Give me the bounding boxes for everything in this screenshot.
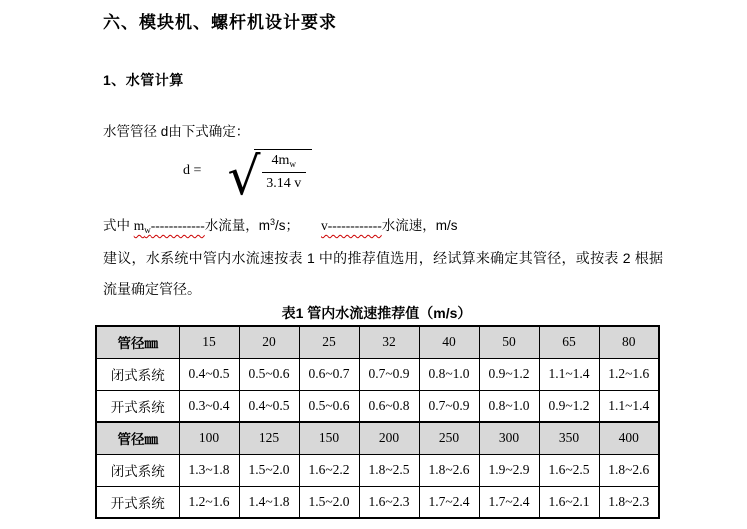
value-cell: 15: [179, 326, 239, 358]
row-label-cell: 闭式系统: [96, 358, 179, 390]
value-cell: 1.7~2.4: [419, 486, 479, 518]
table-header-row: [96, 422, 659, 454]
value-cell: 0.5~0.6: [299, 390, 359, 422]
variable-mw: $m_w------------$: [133, 218, 205, 235]
value-cell: 1.8~2.5: [359, 454, 419, 486]
value-cell: 1.8~2.6: [419, 454, 479, 486]
value-cell: 40: [419, 326, 479, 358]
value-cell: 1.1~1.4: [599, 390, 659, 422]
table-row: [96, 486, 659, 518]
value-cell: 32: [359, 326, 419, 358]
value-cell: 1.6~2.3: [359, 486, 419, 518]
fraction-denominator: 3.14 v: [266, 176, 302, 192]
row-label-cell: 闭式系统: [96, 454, 179, 486]
formula-lhs: d =: [183, 163, 202, 179]
value-cell: 0.7~0.9: [359, 358, 419, 390]
subscript-w: w: [289, 159, 296, 170]
value-cell: 0.8~1.0: [419, 358, 479, 390]
intro-text: 水管管径 d由下式确定：: [103, 124, 250, 139]
value-cell: 0.3~0.4: [179, 390, 239, 422]
formula-legend: [103, 214, 457, 235]
value-cell: 0.5~0.6: [239, 358, 299, 390]
value-cell: 1.7~2.4: [479, 486, 539, 518]
value-cell: 1.6~2.5: [539, 454, 599, 486]
value-cell: 0.6~0.8: [359, 390, 419, 422]
recommendation-paragraph: 建议，水系统中管内水流速按表 1 中的推荐值选用，经试算来确定其管径，或按表 2 根据流量确定管径。: [103, 250, 663, 297]
value-cell: 400: [599, 422, 659, 454]
value-cell: 20: [239, 326, 299, 358]
value-cell: 0.9~1.2: [479, 358, 539, 390]
value-cell: 0.8~1.0: [479, 390, 539, 422]
table-caption: 表1 管内水流速推荐值（m/s）: [281, 305, 472, 321]
value-cell: 1.1~1.4: [539, 358, 599, 390]
value-cell: 1.5~2.0: [299, 486, 359, 518]
value-cell: 100: [179, 422, 239, 454]
row-label-cell: 开式系统: [96, 390, 179, 422]
variable-v: v------------: [321, 218, 382, 233]
value-cell: 125: [239, 422, 299, 454]
table-row: [96, 358, 659, 390]
row-label-cell: 开式系统: [96, 486, 179, 518]
value-cell: 0.6~0.7: [299, 358, 359, 390]
superscript-3: 3: [269, 217, 275, 227]
value-cell: 1.8~2.3: [599, 486, 659, 518]
value-cell: 25: [299, 326, 359, 358]
radicand: [254, 149, 312, 193]
value-cell: 1.5~2.0: [239, 454, 299, 486]
row-label-cell: 管径㎜: [96, 422, 179, 454]
pipe-diameter-formula: [183, 147, 312, 207]
value-cell: 1.8~2.6: [599, 454, 659, 486]
legend-prefix: 式中: [103, 218, 134, 233]
flow-velocity-desc: 水流速，m/s: [381, 218, 458, 233]
value-cell: 250: [419, 422, 479, 454]
velocity-table: [95, 325, 660, 519]
value-cell: 0.4~0.5: [179, 358, 239, 390]
table-row: [96, 390, 659, 422]
square-root-symbol: √: [227, 147, 261, 207]
value-cell: 200: [359, 422, 419, 454]
value-cell: 0.4~0.5: [239, 390, 299, 422]
value-cell: 350: [539, 422, 599, 454]
fraction: [262, 152, 306, 193]
value-cell: 50: [479, 326, 539, 358]
value-cell: 0.9~1.2: [539, 390, 599, 422]
value-cell: 1.6~2.1: [539, 486, 599, 518]
value-cell: 1.2~1.6: [179, 486, 239, 518]
value-cell: 65: [539, 326, 599, 358]
table-row: [96, 454, 659, 486]
section-heading: 六、模块机、螺杆机设计要求: [103, 13, 337, 32]
flow-rate-desc: 水流量，$m^3/s$；: [204, 217, 300, 233]
value-cell: 1.3~1.8: [179, 454, 239, 486]
value-cell: 150: [299, 422, 359, 454]
value-cell: 80: [599, 326, 659, 358]
value-cell: 1.2~1.6: [599, 358, 659, 390]
value-cell: 1.4~1.8: [239, 486, 299, 518]
table-header-row: [96, 326, 659, 358]
value-cell: 0.7~0.9: [419, 390, 479, 422]
value-cell: 300: [479, 422, 539, 454]
value-cell: 1.6~2.2: [299, 454, 359, 486]
subsection-heading: 1、水管计算: [103, 72, 184, 88]
row-label-cell: 管径㎜: [96, 326, 179, 358]
fraction-numerator: $4m_w$: [262, 152, 306, 173]
value-cell: 1.9~2.9: [479, 454, 539, 486]
